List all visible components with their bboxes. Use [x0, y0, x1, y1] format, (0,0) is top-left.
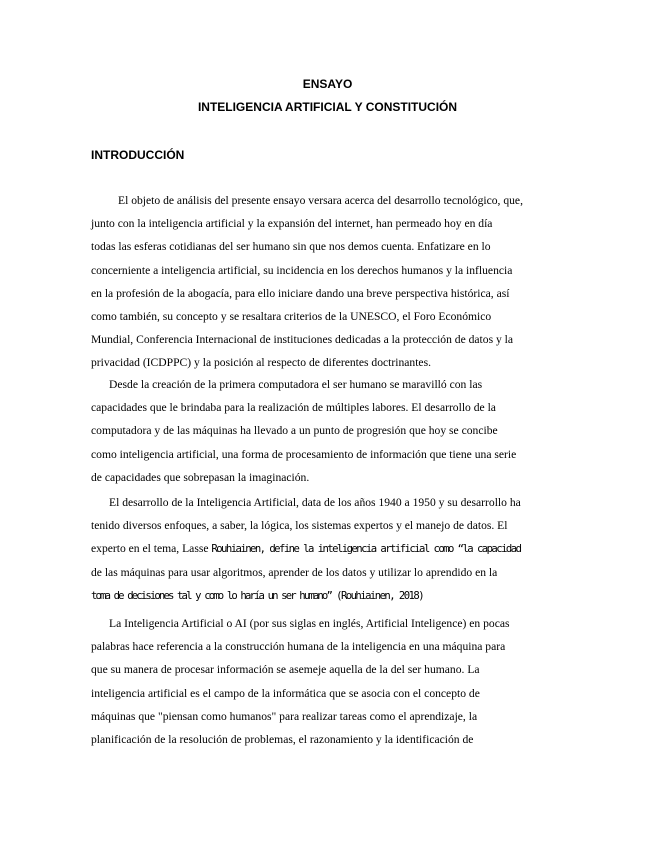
- document-subtitle: INTELIGENCIA ARTIFICIAL Y CONSTITUCIÓN: [197, 100, 458, 114]
- text-line: La Inteligencia Artificial o AI (por sus siglas en inglés, Artificial Inteligence) en pocas: [109, 617, 510, 630]
- paragraph-4: [91, 612, 571, 751]
- text-line: Mundial, Conferencia Internacional de instituciones dedicadas a la protección de datos y la: [91, 333, 514, 347]
- text-line: todas las esferas cotidianas del ser humano sin que nos demos cuenta. Enfatizare en lo: [91, 240, 491, 254]
- text-line: privacidad (ICDPPC) y la posición al respecto de diferentes doctrinantes.: [91, 356, 431, 370]
- text-line: El desarrollo de la Inteligencia Artificial, data de los años 1940 a 1950 y su desarrollo ha: [109, 496, 521, 509]
- text-line: inteligencia artificial es el campo de la informática que se asocia con el concepto de: [91, 686, 480, 700]
- text-line: junto con la inteligencia artificial y la expansión del internet, han permeado hoy en día: [91, 217, 493, 231]
- document-title: ENSAYO: [302, 77, 353, 91]
- paragraph-1: [91, 189, 571, 375]
- text-line: planificación de la resolución de problemas, el razonamiento y la identificación de: [91, 732, 474, 746]
- section-heading: INTRODUCCIÓN: [91, 148, 185, 162]
- text-line: tenido diversos enfoques, a saber, la lógica, los sistemas expertos y el manejo de datos. El: [91, 519, 508, 533]
- text-line: como también, su concepto y se resaltara criterios de la UNESCO, el Foro Económico: [91, 309, 492, 323]
- text-line: de capacidades que sobrepasan la imaginación.: [91, 470, 310, 484]
- text-line: en la profesión de la abogacía, para ello iniciare dando una breve perspectiva histórica, así: [91, 286, 510, 300]
- text-line: Desde la creación de la primera computadora el ser humano se maravilló con las: [109, 378, 483, 391]
- quote-segment: Rouhiainen, define la inteligencia artificial como “la capacidad: [211, 543, 521, 556]
- text-line: como inteligencia artificial, una forma de procesamiento de información que tiene una serie: [91, 447, 517, 461]
- text-line: máquinas que "piensan como humanos" para realizar tareas como el aprendizaje, la: [91, 709, 478, 723]
- text-line: palabras hace referencia a la construcción humana de la inteligencia en una máquina para: [91, 640, 506, 654]
- text-segment: experto en el tema, Lasse: [91, 542, 212, 556]
- quote-segment: toma de decisiones tal y como lo haría un ser humano: [91, 589, 327, 602]
- citation-segment: ” (Rouhiainen, 2018): [326, 589, 424, 602]
- paragraph-3: [91, 491, 571, 607]
- text-line: El objeto de análisis del presente ensayo versara acerca del desarrollo tecnológico, que,: [118, 194, 523, 207]
- text-line: capacidades que le brindaba para la realización de múltiples labores. El desarrollo de la: [91, 401, 496, 415]
- text-line: [91, 537, 571, 560]
- text-line: que su manera de procesar información se asemeje aquella de la del ser humano. La: [91, 663, 480, 677]
- text-line: concerniente a inteligencia artificial, su incidencia en los derechos humanos y la influencia: [91, 263, 513, 277]
- paragraph-2: [91, 373, 571, 489]
- text-line: de las máquinas para usar algoritmos, aprender de los datos y utilizar lo aprendido en la: [91, 565, 498, 579]
- text-line: computadora y de las máquinas ha llevado a un punto de progresión que hoy se concibe: [91, 424, 498, 438]
- text-line: [91, 584, 571, 607]
